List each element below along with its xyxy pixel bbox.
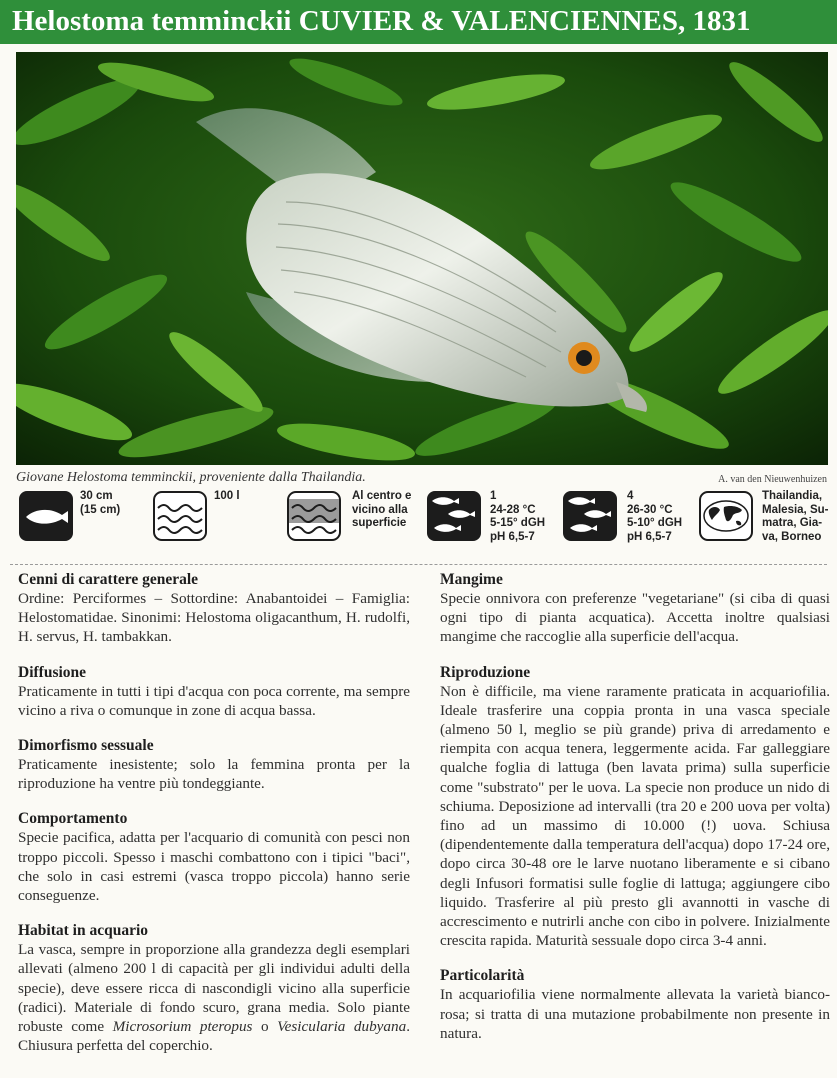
right-column bbox=[440, 570, 830, 1059]
section-body: Specie pacifica, adatta per l'acquario di comunità con pesci non troppo piccoli. Spesso i maschi combattono con i tipici "baci", che solo in casi estremi (vasca troppo piccola) hanno serie conseguenze. bbox=[18, 829, 410, 905]
title-bar bbox=[0, 0, 837, 44]
section-heading: Cenni di carattere generale bbox=[18, 571, 199, 588]
origin-text: Thailandia, Malesia, Su- matra, Gia- va, Borneo bbox=[762, 490, 829, 543]
section-general bbox=[18, 570, 410, 647]
section-heading: Habitat in acquario bbox=[18, 922, 149, 940]
world-map-icon bbox=[698, 490, 754, 542]
divider bbox=[10, 564, 827, 565]
plant-name: Vesicularia dubyana bbox=[277, 1018, 407, 1036]
school-fish-icon-2 bbox=[562, 490, 618, 542]
section-dimorphism bbox=[18, 736, 410, 793]
tank-volume-text: 100 l bbox=[214, 490, 240, 502]
fish-photo-illustration bbox=[16, 52, 828, 465]
section-body: Praticamente inesistente; solo la femmina pronta per la riproduzione ha ventre più tondeggiante. bbox=[18, 756, 410, 793]
section-body: In acquariofilia viene normalmente allevata la varietà bianco-rosa; si tratta di una mutazione probabilmente non presente in natura. bbox=[440, 986, 830, 1042]
fish-size-text: 30 cm (15 cm) bbox=[80, 490, 121, 516]
section-heading: Diffusione bbox=[18, 663, 87, 681]
section-reproduction bbox=[440, 663, 830, 951]
fish-photo bbox=[16, 52, 828, 465]
section-body: La vasca, sempre in proporzione alla grandezza degli esemplari allevati (almeno 200 l di capacità per gli individui adulti della specie), deve essere ricca di nascondigli vicino alla superficie (radici). Materiale di fondo scuro, grana media. Solo piante robuste come Microsorium pteropus o Vesicularia dubyana. Chiusura perfetta del coperchio. bbox=[18, 941, 411, 1055]
section-body: Praticamente in tutti i tipi d'acqua con poca corrente, ma sempre vicino a riva o comunque in zone di acqua bassa. bbox=[18, 682, 410, 719]
tank-volume-icon bbox=[152, 490, 208, 542]
section-heading: Dimorfismo sessuale bbox=[18, 737, 154, 755]
section-food bbox=[440, 570, 830, 647]
water-values-1: 1 24-28 °C 5-15° dGH pH 6,5-7 bbox=[490, 490, 546, 543]
section-heading: Mangime bbox=[440, 571, 503, 588]
species-info-row bbox=[0, 487, 837, 557]
page-title: Helostoma temminckii CUVIER & VALENCIENNES, 1831 bbox=[12, 5, 751, 37]
section-behaviour bbox=[18, 809, 410, 905]
plant-name: Microsorium pteropus bbox=[112, 1018, 253, 1036]
section-heading: Riproduzione bbox=[440, 663, 531, 681]
photo-credit: A. van den Nieuwenhuizen bbox=[718, 474, 827, 485]
swim-zone-icon bbox=[286, 490, 342, 542]
section-body: Specie onnivora con preferenze "vegetariane" (si ciba di quasi ogni tipo di pianta acquatica). Accetta inoltre qualsiasi mangime che raccoglie alla superficie dell'acqua. bbox=[440, 590, 830, 646]
section-diffusion bbox=[18, 663, 410, 720]
left-column bbox=[18, 570, 410, 1071]
water-values-2: 4 26-30 °C 5-10° dGH pH 6,5-7 bbox=[627, 490, 683, 543]
section-body: Non è difficile, ma viene raramente praticata in acquariofilia. Ideale trasferire una coppia pronta in una vasca speciale (almeno 50 l, meglio se più grande) priva di arredamento e riempita con acqua tenera, leggermente acida. Far galleggiare qualche foglia di lattuga (ben lavata prima) sulla superficie come "substrato" per le uova. La specie non produce un nido di schiuma. Deposizione ad intervalli (tra 20 e 200 uova per volta) fino ad un massimo di 10.000 (!) uova. Schiusa (dipendentemente dalla temperatura dell'acqua) dopo 17-24 ore, dopo circa 30-48 ore le larve nuotano liberamente e si cibano degli Infusori formatisi sulle foglie di lattuga; aggiungere cibo liquido. Trasferire al più presto gli avannotti in vasche di accrescimento e nutrirli anche con cibo in polvere. Inizialmente crescita rapida. Maturità sessuale dopo circa 3-4 anni. bbox=[440, 682, 830, 950]
section-particular bbox=[440, 966, 830, 1043]
fish-size-icon bbox=[18, 490, 74, 542]
swim-zone-text: Al centro e vicino alla superficie bbox=[352, 490, 412, 529]
section-body: Ordine: Perciformes – Sottordine: Anabantoidei – Famiglia: Helostomatidae. Sinonimi: Helostoma oligacanthum, H. rudolfi, H. servus, H. tambakkan. bbox=[18, 590, 410, 646]
section-heading: Comportamento bbox=[18, 810, 128, 828]
photo-caption: Giovane Helostoma temminckii, proveniente dalla Thailandia. bbox=[16, 470, 366, 485]
section-habitat bbox=[18, 921, 410, 1055]
school-fish-icon-1 bbox=[426, 490, 482, 542]
section-heading: Particolarità bbox=[440, 967, 525, 985]
